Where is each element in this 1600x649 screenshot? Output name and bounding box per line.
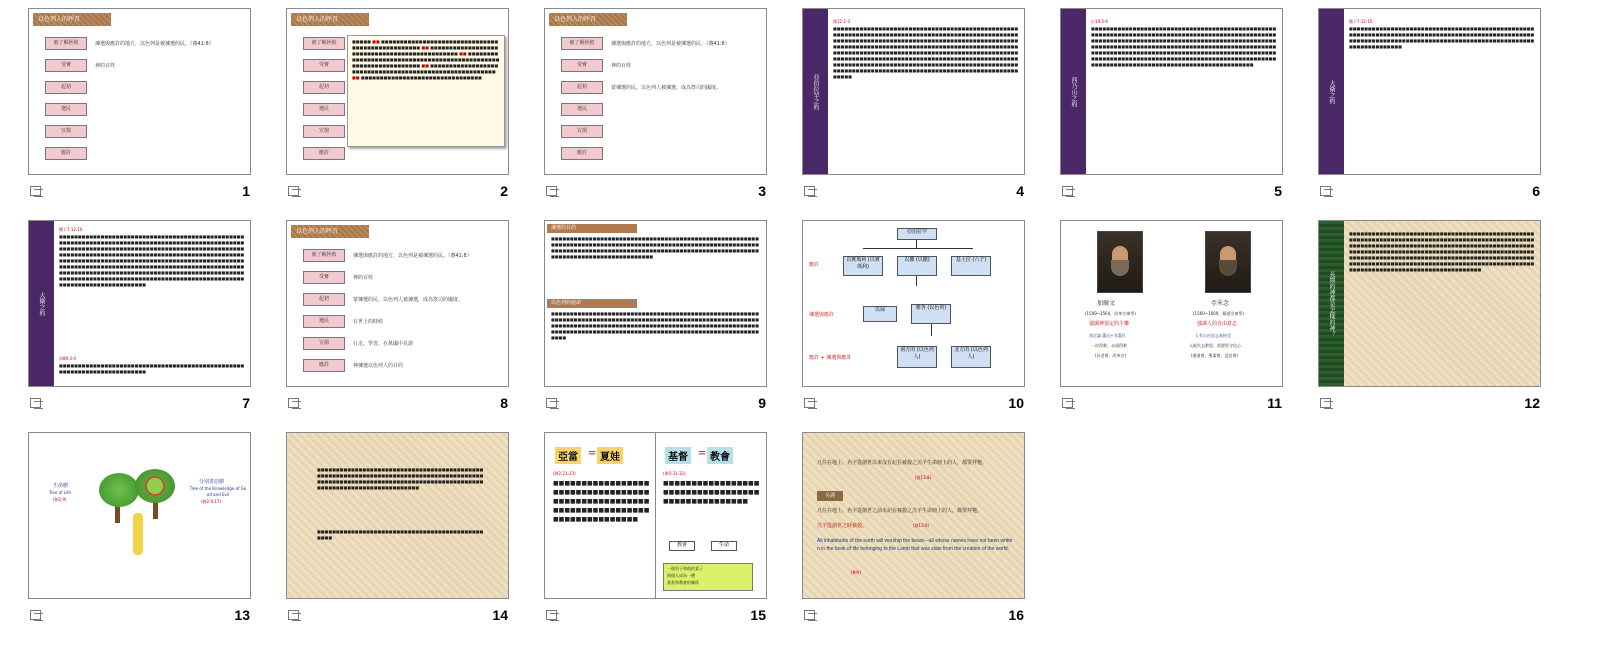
diagram-node: 亞伯拉罕 bbox=[897, 228, 937, 240]
person-tag: 強調人的自由意志 bbox=[1197, 321, 1238, 327]
person-note: (長老會、改革宗) bbox=[1095, 353, 1127, 358]
slide-button: 起初 bbox=[303, 293, 345, 306]
scripture-ref: (啟13:8) bbox=[913, 523, 930, 528]
slide-canvas bbox=[286, 8, 509, 175]
slide-number: 4 bbox=[1016, 183, 1024, 199]
side-title: 亞伯拉罕之約 bbox=[803, 9, 828, 174]
person-note: (循道會、聖潔會、浸信會) bbox=[1191, 353, 1239, 358]
tree-label-ref: (創2:9,17) bbox=[201, 499, 221, 504]
slide-thumbnail-5[interactable] bbox=[1032, 0, 1290, 205]
tree-label-zh: 生命樹 bbox=[53, 483, 69, 489]
side-title: 大衛之約 bbox=[29, 221, 54, 386]
slide-thumbnail-15[interactable] bbox=[516, 424, 774, 629]
section-text: ■■■■■■■■■■■■■■■■■■■■■■■■■■■■■■■■■■■■■■■■■■■■■■■■■■■■■■■■■■■■■■■■■■■■■■■■■■■■■■■■■■■■■■■■■■■■■■■■■■■■■■■■■■■■■■■■■■■■■■■■■■■■■■■■■■■■■■■■■■■■■■■■■■■■■■■■■■■■■■■■■■■■■■■■■■■■■■■■■■■■■■■■■■■■■■■■ bbox=[551, 236, 759, 259]
scripture-ref: 詩89:3-4 bbox=[59, 356, 76, 361]
slide-button: 起初 bbox=[303, 81, 345, 94]
side-title: 大衛之約 bbox=[1319, 9, 1344, 174]
slide-thumbnail-8[interactable] bbox=[258, 212, 516, 417]
slide-button: 被了解拯救 bbox=[45, 37, 87, 50]
slide-canvas bbox=[802, 8, 1025, 175]
notes-icon[interactable] bbox=[1320, 398, 1334, 409]
summary-line: 一個男子和他的妻子 bbox=[667, 566, 703, 571]
scripture-text: 凡住在地上、名字從創世以來沒有記在被殺之羔羊生命冊上的人，都要拜牠。 bbox=[817, 460, 988, 466]
slide-number: 2 bbox=[500, 183, 508, 199]
slide-number: 12 bbox=[1524, 395, 1540, 411]
slide-number: 9 bbox=[758, 395, 766, 411]
slide-thumbnail-6[interactable] bbox=[1290, 0, 1548, 205]
slide-thumbnail-16[interactable] bbox=[774, 424, 1032, 629]
slide-text: 神的百姓 bbox=[95, 63, 116, 69]
person-name: 加爾文 bbox=[1097, 300, 1116, 307]
diagram-label: 應許 bbox=[809, 262, 820, 268]
tree-label-zh: 分別善惡樹 bbox=[199, 479, 225, 485]
slide-thumbnail-4[interactable] bbox=[774, 0, 1032, 205]
person-years: (1509~1564，改革宗神學) bbox=[1085, 311, 1136, 316]
diagram-node: 北方的 (以色列人) bbox=[951, 346, 991, 368]
scripture-text: ■■■■■■■■■■■■■■■■■■■■■■■■■■■■■■■■■■■■■■■■■■■■■■■■■■■■■■■■■■■■■■■■■■■■■■■■■■■■■■■■■■■■■■■■■■■■■■■■■■■■■■■■■■■■■■■■■■■■■■■■■■■■■■■■■■■■■■■■■■■■■■■■■■■■■■■■■■■■■■■■■■■■■■■■■■■■■■■■■■■■■■■■■■■■■■■■■■■■■■■■■■■■■■■■■■■■■■■■■■■■■■■■■■■■■■■■■■■■■■■■■■■■■■■■■■■■■■■■■■■■■■■■■■■■■■■■■■■■■■■■■■■■■■■■■■■■■■■■■■■■■■■■■■■■■■■■■■■■■■■■■■■■■■■■■■■■■■■■■■■■■■■■■■■■■■■■■■■■■■■■■■■■■■■■■■■■■■■■■■■■■■■■■■■■■■■■■■■■■ bbox=[833, 26, 1019, 79]
portrait-image bbox=[1097, 231, 1143, 293]
scripture-text: ■■■■■■■■■■■■■■■■■■■■■■■■■■■■■■■■■■■■■■■■■■■■■■■■■ bbox=[663, 480, 760, 505]
scripture-ref: (啟13:8) bbox=[915, 475, 932, 480]
slide-button: 選民 bbox=[303, 103, 345, 116]
scripture-highlight: 羔羊從創世之時被殺。 bbox=[817, 523, 868, 529]
slide-header: 以色列人的呼召 bbox=[549, 13, 627, 26]
slide-text: 神揀選以色列人的目的 bbox=[353, 363, 404, 369]
slide-button: 宣揚 bbox=[45, 125, 87, 138]
slide-canvas bbox=[544, 8, 767, 175]
bubble-tag: 教會 bbox=[669, 541, 695, 551]
notes-icon[interactable] bbox=[804, 398, 818, 409]
section-text: ■■■■■■■■■■■■■■■■■■■■■■■■■■■■■■■■■■■■■■■■■■■■■■■■■■■■■■■■■■■■■■■■■■■■■■■■■■■■■■■■■■■■■■■■■■■■■■■■■■■■■■■■■■■■■■■■■■■■■■■■■■■■■■■■■■■■■■■■■■■■■■■■■■■■■■■■■■■■■■■■■■■■■■■■■■■■■■■■■■■■■■■■■■■■■■■■■■■■■■■■■■■■■■■■■■■■■■■■■■■■■■■■ bbox=[551, 311, 759, 340]
section-header: 以色列的使命 bbox=[547, 299, 637, 308]
summary-box bbox=[663, 563, 753, 591]
slide-number: 16 bbox=[1008, 607, 1024, 623]
notes-icon[interactable] bbox=[288, 610, 302, 621]
notes-icon[interactable] bbox=[1320, 186, 1334, 197]
slide-thumbnail-1[interactable] bbox=[0, 0, 258, 205]
slide-number: 8 bbox=[500, 395, 508, 411]
slide-number: 7 bbox=[242, 395, 250, 411]
tree-of-life-image bbox=[99, 473, 139, 507]
pair-label: 夏娃 bbox=[597, 447, 623, 464]
scripture-popup bbox=[347, 35, 505, 147]
notes-icon[interactable] bbox=[804, 610, 818, 621]
slide-button: 受膏 bbox=[303, 59, 345, 72]
slide-button: 應許 bbox=[45, 147, 87, 160]
scripture-ref: (NIV) bbox=[851, 570, 862, 575]
scripture-ref: 創12:1-3 bbox=[833, 19, 850, 24]
slide-text: 蒙揀選的民，以色列人被揀選，成為祭司的國度。 bbox=[353, 297, 464, 303]
tree-label-en: Tree of Life bbox=[49, 490, 71, 495]
tree-label-ref: (創2:9) bbox=[53, 497, 67, 502]
popup-text: ■■■■■ ■■ ■■■■■■■■■■■■■■■■■■■■■■■■■■■■■■■■■■■■■■■■■■■■■■■■■ ■■ ■■■■■■■■■■■■■■■■■■■■■■■■■■■■■■■■■■■■■■■■■■■■■■ ■■ ■■■■■■■■■■■■■■■■■■■■■■■■■■■■■■■■■■■■■■■■■■■■■■■■■■■■■■■■■■■■■■■■■ ■■ ■■■■■■■■■■■■■■■■■■■■■■■■■■■■■■■■■■■■■■■■■■■■■■■■■■■■■■■■ ■■ ■■■■■■■■■■■■■■■■■■■■■■■■■■■■■■■■ bbox=[352, 39, 500, 80]
slide-button: 起初 bbox=[561, 81, 603, 94]
slide-thumbnail-10[interactable] bbox=[774, 212, 1032, 417]
person-note: 人能失去救恩，需要堅守信心 bbox=[1189, 343, 1241, 348]
section-header: 揀選的目的 bbox=[547, 224, 637, 233]
slide-canvas bbox=[286, 220, 509, 387]
slide-text: 行走、學習、在萬國中見證 bbox=[353, 341, 414, 347]
slide-number: 14 bbox=[492, 607, 508, 623]
notes-icon[interactable] bbox=[546, 398, 560, 409]
scripture-text: ■■■■■■■■■■■■■■■■■■■■■■■■■■■■■■■■■■■■■■■■■■■■■■■■■■■■■■■■■■■■■■■■■■■■■■■■■■■■■■■■■■■■■■■■■■■■■■■■■■■■■■■■■■■■■■■■■■■■■■■■■■■■■■■■■■■■■■■■■■■■■■■■■■■■■■■■■■■■■■■■■■■■■■■■■■■■■■■■■■■■■■■■■■■■■■■■■■■■■■■■■■■■■■■■■■■■■■■■■■■■■■■■■■■■■■■■■■■■■■■■■■■■■■■■■■■■■■■■■■■■■■■■■■■■■■■■■■■■■■■■■■■■■■■■■■■■■■■■■■■■■■■■■■■■■■■■■■■■■■■■■■■■■■■■■ bbox=[1349, 231, 1535, 272]
slide-button: 宣揚 bbox=[303, 125, 345, 138]
scripture-text: ■■■■■■■■■■■■■■■■■■■■■■■■■■■■■■■■■■■■■■■■■■■■■■■■ bbox=[317, 529, 484, 540]
slide-button: 選民 bbox=[45, 103, 87, 116]
slide-button: 應許 bbox=[303, 147, 345, 160]
slide-thumbnail-7[interactable] bbox=[0, 212, 258, 417]
notes-icon[interactable] bbox=[804, 186, 818, 197]
tree-label-en: Tree of the Knowledge of Good and Evil bbox=[189, 486, 247, 497]
diagram-node: 南方的 (以色列人) bbox=[897, 346, 937, 368]
slide-number: 5 bbox=[1274, 183, 1282, 199]
person-note: 一次得救，永遠得救 bbox=[1091, 343, 1127, 348]
slide-button: 應許 bbox=[303, 359, 345, 372]
slide-canvas bbox=[1318, 220, 1541, 387]
scripture-ref: (創2:21-23) bbox=[553, 471, 576, 476]
scripture-text: ■■■■■■■■■■■■■■■■■■■■■■■■■■■■■■■■■■■■■■■■■■■■■■■■■■■■■■■■■■■■■■■■■■■■■■■■ bbox=[59, 363, 245, 374]
notes-icon[interactable] bbox=[288, 398, 302, 409]
slide-canvas bbox=[286, 432, 509, 599]
slide-button: 被了解拯救 bbox=[303, 37, 345, 50]
slide-canvas bbox=[28, 432, 251, 599]
slide-number: 11 bbox=[1267, 395, 1282, 411]
notes-icon[interactable] bbox=[1062, 186, 1076, 197]
slide-number: 13 bbox=[234, 607, 250, 623]
slide-button: 被了解拯救 bbox=[561, 37, 603, 50]
person-note: 人有自由意志來接受 bbox=[1195, 333, 1231, 338]
slide-header: 以色列人的呼召 bbox=[291, 13, 369, 26]
slide-button: 受膏 bbox=[561, 59, 603, 72]
scripture-english: All inhabitants of the earth will worship the beast—all whose names have not been written in the book of life belonging to the Lamb that was slain from the creation of the world. bbox=[817, 538, 1013, 552]
pair-label: 基督 bbox=[665, 447, 691, 464]
person-years: (1560~1609，循道宗神學) bbox=[1193, 311, 1244, 316]
slide-thumbnail-9[interactable] bbox=[516, 212, 774, 417]
person-figure bbox=[133, 513, 143, 555]
slide-text: 揀選與應許的地方，以色列是被揀選的民。（賽41:8） bbox=[353, 253, 472, 259]
slide-thumbnail-3[interactable] bbox=[516, 0, 774, 205]
slide-button: 起初 bbox=[45, 81, 87, 94]
person-tag: 強調神預定的主權 bbox=[1089, 321, 1130, 327]
notes-icon[interactable] bbox=[30, 186, 44, 197]
slide-number: 10 bbox=[1008, 395, 1024, 411]
slide-button: 受膏 bbox=[303, 271, 345, 284]
diagram-label: 應許 + 揀選與應許 bbox=[809, 355, 852, 361]
notes-icon[interactable] bbox=[288, 186, 302, 197]
scripture-text: ■■■■■■■■■■■■■■■■■■■■■■■■■■■■■■■■■■■■■■■■■■■■■■■■■■■■■■■■■■■■■■■■■■■■■■■■■■■■■■■■■■■■■■■■■■■■■■■■■■■■■■■■■■■■■■■■■■■■■■■■■■■■■■■■■■■■■■■■■■■■■■■■■■■■■■■■■■■■■■■■■ bbox=[1349, 26, 1535, 49]
slide-text: 神的百姓 bbox=[611, 63, 632, 69]
slide-canvas: 亞當 = 夏娃 基督 = 教會 (創2:21-23) ■■■■■■■■■■■■■■■■■■■■■■■■■■■■■■■■■■■■■■■■■■■■■■■■■■■■■■■■■■■■■■■■■■■■■■■■■■■■■■■■■■■ (弗5:31-32) ■■■■■■■■■■■■■■■■■■■■■■■■■■■■■■■■■■■■■■■■■■■■■■■■■ 教會 生命 一個男子和他的妻子 兩個人成為一體 基督和教會的關係 bbox=[544, 432, 767, 599]
scripture-ref: 撒下7:12-16 bbox=[59, 227, 83, 232]
slide-thumbnail-12[interactable] bbox=[1290, 212, 1548, 417]
scripture-text: ■■■■■■■■■■■■■■■■■■■■■■■■■■■■■■■■■■■■■■■■■■■■■■■■■■■■■■■■■■■■■■■■■■■■■■■■■■■■■■■■■■■■■■■■■■■■■■■■■■■■■■■■■■■■■■■■■■■■■■■■■■■■■■■■■■■■■■■■■■■■■■■■■■■■■■■■■■■■■■■ bbox=[317, 467, 484, 490]
slide-button: 選民 bbox=[303, 315, 345, 328]
tree-of-knowledge-image bbox=[135, 469, 175, 503]
portrait-image bbox=[1205, 231, 1251, 293]
slide-canvas bbox=[802, 432, 1025, 599]
scripture-text: ■■■■■■■■■■■■■■■■■■■■■■■■■■■■■■■■■■■■■■■■■■■■■■■■■■■■■■■■■■■■■■■■■■■■■■■■■■■■■■■■■■■■■■■■■■■■■■■■■■■■■■■■■■■■■■■■■■■■■■■■■■■■■■■■■■■■■■■■■■■■■■■■■■■■■■■■■■■■■■■■■■■■■■■■■■■■■■■■■■■■■■■■■■■■■■■■■■■■■■■■■■■■■■■■■■■■■■■■■■■■■■■■■■■■■■■■■■■■■■■■■■■■■■■■■■■■■■■■■■■■■■■■■■■■■■■■■■■■■■■■■■■■■■■■■■■■■■■■■■■■■■■■■■■■■■■■■■■■■■■■■■■■■■■■■■■■■■■■■■■■■■■■■■■■■■■■■■■■■■■■■■■■■■■■■■■■■■■■■■■■■■■■■■■■■■■■■■■■■■■■■■■■■■■■■■■■■■■ bbox=[59, 234, 245, 287]
pair-label: 教會 bbox=[707, 447, 733, 464]
notes-icon[interactable] bbox=[30, 398, 44, 409]
diagram-node: 以掃 bbox=[863, 306, 897, 322]
scripture-ref: (弗5:31-32) bbox=[663, 471, 686, 476]
slide-canvas bbox=[1060, 8, 1283, 175]
scripture-ref: 撒下7:12-16 bbox=[1349, 19, 1373, 24]
slide-number: 1 bbox=[242, 183, 250, 199]
slide-canvas bbox=[802, 220, 1025, 387]
slide-text: 揀選與應許的地方，以色列是被揀選的民。（賽41:8） bbox=[95, 41, 214, 47]
slide-header: 以色列人的呼召 bbox=[291, 225, 369, 238]
slide-number: 6 bbox=[1532, 183, 1540, 199]
slide-button: 應許 bbox=[561, 147, 603, 160]
slide-header: 以色列人的呼召 bbox=[33, 13, 111, 26]
diagram-node: 雅各 (以色列) bbox=[911, 304, 951, 324]
slide-button: 選民 bbox=[561, 103, 603, 116]
pair-label: 亞當 bbox=[555, 447, 581, 464]
slide-button: 被了解拯救 bbox=[303, 249, 345, 262]
notes-icon[interactable] bbox=[1062, 398, 1076, 409]
person-name: 亞米念 bbox=[1211, 300, 1230, 307]
notes-icon[interactable] bbox=[30, 610, 44, 621]
slide-canvas bbox=[1060, 220, 1283, 387]
scripture-text: 凡住在地上、名字從創世之前未記在被殺之羔羊生命冊上的人，都要拜牠。 bbox=[817, 508, 983, 514]
slide-button: 宣揚 bbox=[561, 125, 603, 138]
summary-line: 基督和教會的關係 bbox=[667, 580, 699, 585]
slide-text: 神的百姓 bbox=[353, 275, 374, 281]
slide-thumbnail-2[interactable] bbox=[258, 0, 516, 205]
diagram-node: 基土拉 (六子) bbox=[951, 256, 991, 276]
alt-translation-label: 另譯 bbox=[817, 491, 843, 501]
slide-number: 3 bbox=[758, 183, 766, 199]
slide-number: 15 bbox=[750, 607, 766, 623]
diagram-node: 以實瑪利 (以實瑪利) bbox=[843, 256, 883, 276]
notes-icon[interactable] bbox=[546, 186, 560, 197]
scripture-text: ■■■■■■■■■■■■■■■■■■■■■■■■■■■■■■■■■■■■■■■■■■■■■■■■■■■■■■■■■■■■■■■■■■■■■■■■■■■■■■■■■■■ bbox=[553, 480, 650, 523]
summary-line: 兩個人成為一體 bbox=[667, 573, 695, 578]
side-title: 長期的神都是怎樣的神？ bbox=[1319, 221, 1344, 386]
diagram-node: 以撒 (以撒) bbox=[897, 256, 937, 276]
slide-canvas bbox=[28, 8, 251, 175]
bubble-tag: 生命 bbox=[711, 541, 737, 551]
slide-text: 蒙揀選的民，以色列人被揀選，成為祭司的國度。 bbox=[611, 85, 722, 91]
notes-icon[interactable] bbox=[546, 610, 560, 621]
slide-canvas bbox=[1318, 8, 1541, 175]
slide-button: 宣揚 bbox=[303, 337, 345, 350]
diagram-label: 揀選與應許 bbox=[809, 312, 835, 318]
slide-canvas bbox=[544, 220, 767, 387]
slide-thumbnail-13[interactable] bbox=[0, 424, 258, 629]
slide-canvas bbox=[28, 220, 251, 387]
slide-button: 受膏 bbox=[45, 59, 87, 72]
person-note: 預定論 選民+非選民 bbox=[1089, 333, 1126, 338]
slide-text: 揀選與應許的地方，以色列是被揀選的民。（賽41:8） bbox=[611, 41, 730, 47]
slide-thumbnail-11[interactable] bbox=[1032, 212, 1290, 417]
side-title: 西乃山之約 bbox=[1061, 9, 1086, 174]
slide-thumbnail-14[interactable] bbox=[258, 424, 516, 629]
scripture-text: ■■■■■■■■■■■■■■■■■■■■■■■■■■■■■■■■■■■■■■■■■■■■■■■■■■■■■■■■■■■■■■■■■■■■■■■■■■■■■■■■■■■■■■■■■■■■■■■■■■■■■■■■■■■■■■■■■■■■■■■■■■■■■■■■■■■■■■■■■■■■■■■■■■■■■■■■■■■■■■■■■■■■■■■■■■■■■■■■■■■■■■■■■■■■■■■■■■■■■■■■■■■■■■■■■■■■■■■■■■■■■■■■■■■■■■■■■■■■■■■■■■■■■■■■■■■■■■■■■■■■■■■■■■■■■■■■■■■■■■■■■■■■■■■■■■■■■■■■■■■■■■■■■■■■■■■■■■■■■■■■■■■■■■■■■■■■■■■■■ bbox=[1091, 26, 1277, 67]
slide-text: 在世上的時候 bbox=[353, 319, 384, 325]
scripture-ref: 出19:5-6 bbox=[1091, 19, 1108, 24]
